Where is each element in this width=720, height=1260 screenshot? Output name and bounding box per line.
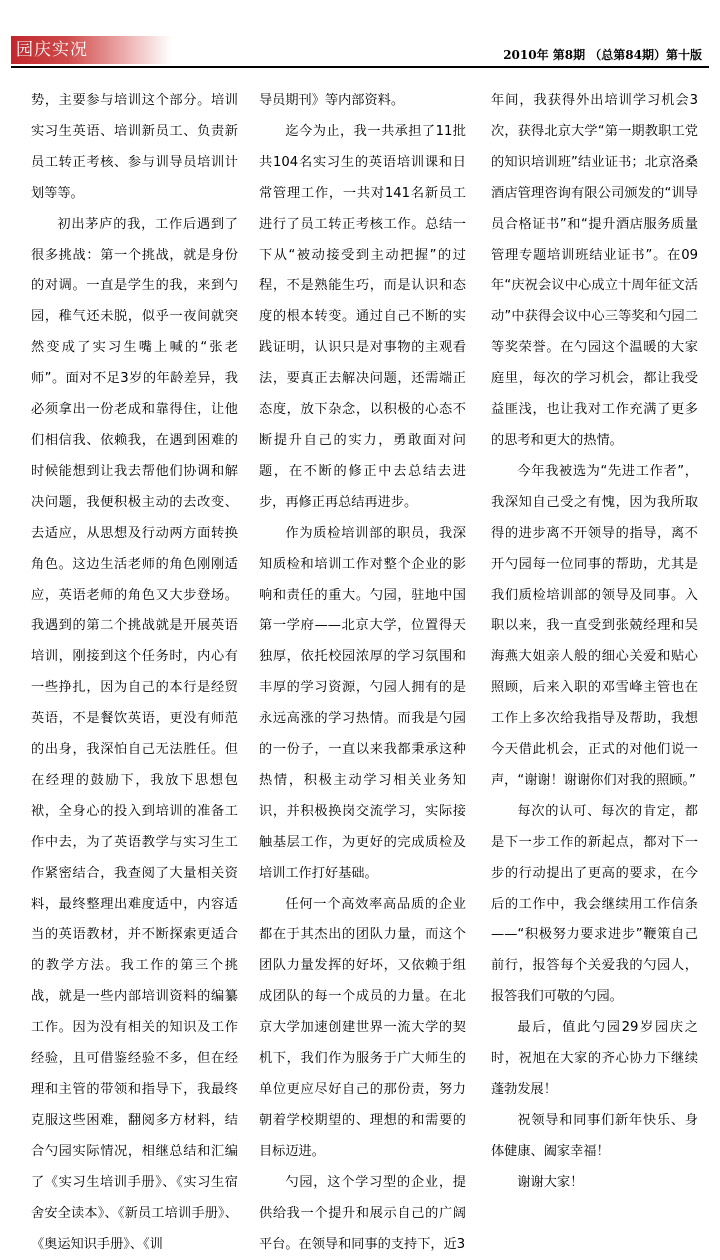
article-column-3 xyxy=(491,86,698,1190)
paragraph: 谢谢大家！ xyxy=(517,1174,584,1190)
paragraph: 年间，我获得外出培训学习机会3次，获得北京大学“第一期教职工党的知识培训班”结业证书；北京洛桑酒店管理咨询有限公司颁发的“训导员合格证书”和“提升酒店服务质量管理专题培训班结业证书”。在09年“庆祝会议中心成立十周年征文活动”中获得会议中心三等奖和勺园二等奖荣誉。在勺园这个温暖的大家庭里，每次的学习机会，都让我受益匪浅，也让我对工作充满了更多的思考和更大的热情。 xyxy=(491,93,698,448)
paragraph: 势，主要参与培训这个部分。培训实习生英语、培训新员工、负责新员工转正考核、参与训导员培训计划等等。 xyxy=(31,93,238,201)
paragraph: 今年我被选为“先进工作者”，我深知自己受之有愧，因为我所取得的进步离不开领导的指导，离不开勺园每一位同事的帮助，尤其是我们质检培训部的领导及同事。入职以来，我一直受到张兢经理和吴海燕大姐亲人般的细心关爱和贴心照顾，后来入职的邓雪峰主管也在工作上多次给我指导及帮助，我想今天借此机会，正式的对他们说一声，“谢谢！谢谢你们对我的照顾。” xyxy=(491,463,698,788)
paragraph: 祝领导和同事们新年快乐、身体健康、阖家幸福！ xyxy=(491,1112,698,1159)
paragraph: 初出茅庐的我，工作后遇到了很多挑战：第一个挑战，就是身份的对调。一直是学生的我，来到勺园，稚气还未脱，似乎一夜间就突然变成了实习生嘴上喊的“张老师”。面对不足3岁的年龄差异，我必须拿出一份老成和靠得住，让他们相信我、依赖我，在遇到困难的时候能想到让我去帮他们协调和解决问题，我便积极主动的去改变、去适应，从思想及行动两方面转换角色。这边生活老师的角色刚刚适应，英语老师的角色又大步登场。我遇到的第二个挑战就是开展英语培训，刚接到这个任务时，内心有一些挣扎，因为自己的本行是经贸英语，不是餐饮英语，更没有师范的出身，我深怕自己无法胜任。但在经理的鼓励下，我放下思想包袱，全身心的投入到培训的准备工作中去，为了英语教学与实习生工作紧密结合，我查阅了大量相关资料，最终整理出难度适中，内容适当的英语教材，并不断探索更适合的教学方法。我工作的第三个挑战，就是一些内部培训资料的编纂工作。因为没有相关的知识及工作经验，且可借鉴经验不多，但在经理和主管的带领和指导下，我最终克服这些困难，翻阅多方材料，结合勺园实际情况，相继总结和汇编了《实习生培训手册》、《实习生宿舍安全读本》、《新员工培训手册》、《奥运知识手册》、《训 xyxy=(31,216,238,1252)
section-title: 园庆实况 xyxy=(16,40,88,60)
article-column-1 xyxy=(31,86,238,1252)
article-column-2 xyxy=(259,86,466,1252)
paragraph: 每次的认可、每次的肯定，都是下一步工作的新起点，都对下一步的行动提出了更高的要求，在今后的工作中，我会继续用工作信条——“积极努力要求进步”鞭策自己前行，报答每个关爱我的勺园人，报答我们可敬的勺园。 xyxy=(491,803,698,1005)
paragraph: 导员期刊》等内部资料。 xyxy=(259,93,405,108)
paragraph: 任何一个高效率高品质的企业都在于其杰出的团队力量，而这个团队力量发挥的好坏，又依赖于组成团队的每一个成员的力量。在北京大学加速创建世界一流大学的契机下，我们作为服务于广大师生的单位更应尽好自己的那份责，努力朝着学校期望的、理想的和需要的目标迈进。 xyxy=(259,896,466,1159)
paragraph: 勺园，这个学习型的企业，提供给我一个提升和展示自己的广阔平台。在领导和同事的支持下，近3 xyxy=(259,1174,466,1252)
paragraph: 作为质检培训部的职员，我深知质检和培训工作对整个企业的影响和责任的重大。勺园，驻地中国第一学府——北京大学，位置得天独厚，依托校园浓厚的学习氛围和丰厚的学习资源，勺园人拥有的是永远高涨的学习热情。而我是勺园的一份子，一直以来我都秉承这种热情，积极主动学习相关业务知识，并积极换岗交流学习，实际接触基层工作，为更好的完成质检及培训工作打好基础。 xyxy=(259,525,466,881)
page-header xyxy=(0,0,720,75)
header-rule xyxy=(11,66,709,68)
issue-info: 2010年 第8期 （总第84期）第十版 xyxy=(503,48,702,62)
paragraph: 最后，值此勺园29岁园庆之时，祝旭在大家的齐心协力下继续蓬勃发展！ xyxy=(491,1020,698,1097)
paragraph: 迄今为止，我一共承担了11批共104名实习生的英语培训课和日常管理工作，一共对141名新员工进行了员工转正考核工作。总结一下从“被动接受到主动把握”的过程，不是熟能生巧，而是认识和态度的根本转变。通过自己不断的实践证明，认识只是对事物的主观看法，要真正去解决问题，还需端正态度，放下杂念，以积极的心态不断提升自己的实力，勇敢面对问题，在不断的修正中去总结去进步，再修正再总结再进步。 xyxy=(259,123,466,510)
